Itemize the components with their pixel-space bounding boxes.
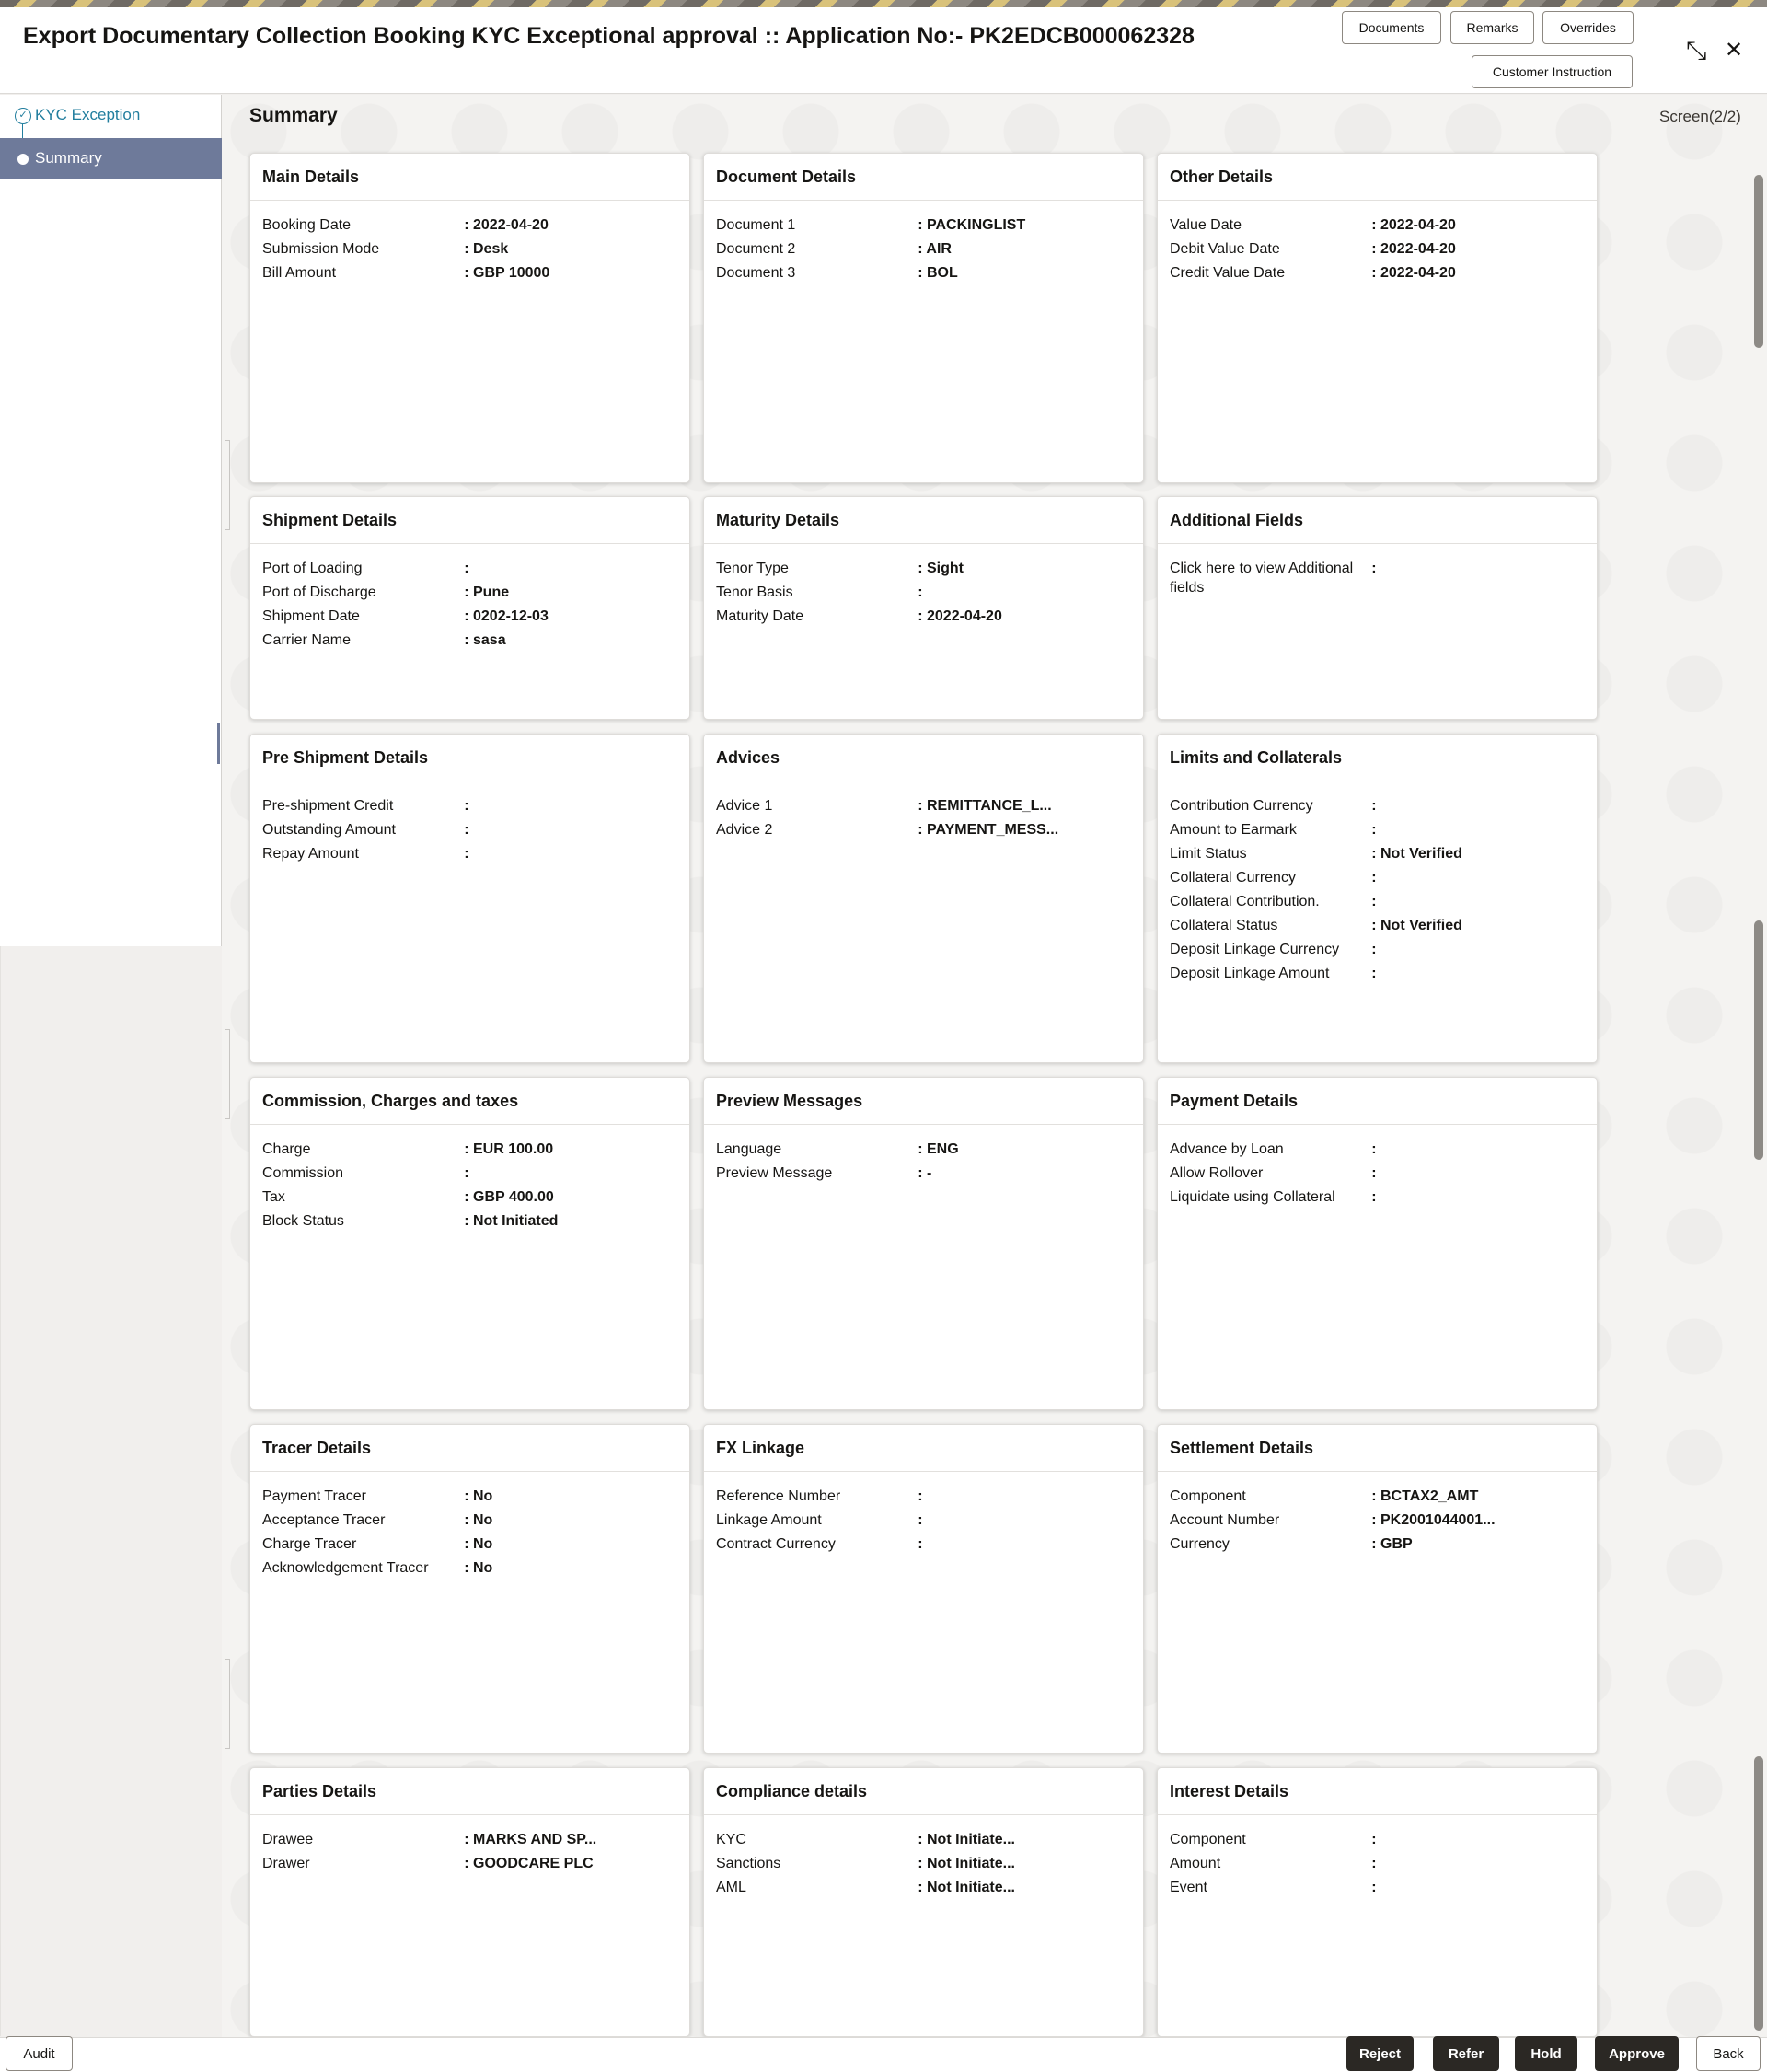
- field-label: Credit Value Date: [1170, 265, 1286, 281]
- detail-row: [1170, 818, 1585, 842]
- close-icon[interactable]: ✕: [1725, 38, 1744, 63]
- field-label: Commission: [262, 1165, 344, 1181]
- field-value: : BCTAX2_AMT: [1371, 1488, 1479, 1504]
- field-value: : 2022-04-20: [1371, 241, 1456, 257]
- field-label: Account Number: [1170, 1512, 1280, 1528]
- detail-row: [262, 237, 677, 261]
- sidebar-item-label: Summary: [35, 149, 102, 167]
- detail-row: [262, 1509, 677, 1533]
- scrollbar-thumb[interactable]: [1754, 920, 1763, 1160]
- field-value: : 2022-04-20: [1371, 217, 1456, 233]
- panel-edge: [225, 1029, 230, 1119]
- field-label: Liquidate using Collateral: [1170, 1189, 1335, 1205]
- field-value: : 2022-04-20: [1371, 265, 1456, 281]
- detail-row: [716, 214, 1131, 237]
- field-label: Booking Date: [262, 217, 352, 233]
- field-value: : GBP 400.00: [464, 1189, 554, 1205]
- remarks-button[interactable]: Remarks: [1450, 11, 1534, 44]
- field-value: : No: [464, 1536, 493, 1552]
- field-value: :: [464, 846, 469, 862]
- card-title: Limits and Collaterals: [1158, 735, 1597, 781]
- field-value: :: [1371, 561, 1377, 576]
- detail-row: [716, 818, 1131, 842]
- detail-row: [716, 1162, 1131, 1186]
- field-value: : MARKS AND SP...: [464, 1832, 597, 1847]
- detail-row: [262, 1852, 677, 1876]
- detail-row: [1170, 1162, 1585, 1186]
- field-label: Amount: [1170, 1856, 1221, 1871]
- card-body: [704, 544, 1143, 629]
- detail-row: [1170, 842, 1585, 866]
- card-body: [704, 1815, 1143, 1900]
- field-value: :: [1371, 1165, 1377, 1181]
- field-label: Deposit Linkage Amount: [1170, 966, 1330, 981]
- field-label: Sanctions: [716, 1856, 781, 1871]
- detail-row: [716, 1828, 1131, 1852]
- card-title: Advices: [704, 735, 1143, 781]
- card-body: [250, 1815, 689, 1876]
- detail-row: [1170, 1138, 1585, 1162]
- field-label: Component: [1170, 1488, 1246, 1504]
- hold-button[interactable]: Hold: [1515, 2036, 1577, 2071]
- field-label: Click here to view Additional fields: [1170, 561, 1354, 596]
- field-value: : Not Verified: [1371, 918, 1462, 933]
- card-title: Document Details: [704, 154, 1143, 201]
- field-value: :: [1371, 798, 1377, 814]
- card-title: Preview Messages: [704, 1078, 1143, 1125]
- card-compliance-details[interactable]: [703, 1767, 1144, 2037]
- detail-row: [1170, 237, 1585, 261]
- field-label: Charge: [262, 1141, 311, 1157]
- field-value: : Desk: [464, 241, 509, 257]
- detail-row: [262, 605, 677, 629]
- field-label: Contract Currency: [716, 1536, 836, 1552]
- field-label: Submission Mode: [262, 241, 380, 257]
- field-label: Advance by Loan: [1170, 1141, 1284, 1157]
- card-payment-details[interactable]: [1157, 1077, 1598, 1410]
- field-label: Outstanding Amount: [262, 822, 396, 838]
- field-label: Acknowledgement Tracer: [262, 1560, 429, 1576]
- detail-row: [1170, 557, 1585, 597]
- field-label: Document 2: [716, 241, 796, 257]
- detail-row: [716, 1138, 1131, 1162]
- field-label: Contribution Currency: [1170, 798, 1313, 814]
- field-label: Tenor Basis: [716, 585, 793, 600]
- detail-row: [1170, 1876, 1585, 1900]
- field-value: :: [1371, 966, 1377, 981]
- field-label: Reference Number: [716, 1488, 841, 1504]
- field-label: Document 3: [716, 265, 796, 281]
- screen-indicator: Screen(2/2): [1659, 108, 1741, 125]
- detail-row: [262, 1186, 677, 1210]
- detail-row: [262, 1485, 677, 1509]
- field-value: :: [1371, 1856, 1377, 1871]
- detail-row: [1170, 1828, 1585, 1852]
- field-label: Drawer: [262, 1856, 310, 1871]
- field-label: Shipment Date: [262, 608, 360, 624]
- check-circle-icon: ✓: [15, 108, 31, 124]
- field-label: Collateral Currency: [1170, 870, 1296, 886]
- field-label: Acceptance Tracer: [262, 1512, 386, 1528]
- refer-button[interactable]: Refer: [1433, 2036, 1499, 2071]
- field-value: :: [1371, 1189, 1377, 1205]
- field-value: : Sight: [918, 561, 964, 576]
- field-label: Advice 2: [716, 822, 773, 838]
- field-value: :: [1371, 1832, 1377, 1847]
- field-value: :: [464, 561, 469, 576]
- field-value: : REMITTANCE_L...: [918, 798, 1052, 814]
- field-label: Debit Value Date: [1170, 241, 1280, 257]
- field-value: :: [918, 585, 923, 600]
- card-shipment-details[interactable]: [249, 496, 690, 720]
- back-button[interactable]: Back: [1696, 2036, 1761, 2071]
- sidebar-item-summary[interactable]: [0, 138, 222, 179]
- card-title: Settlement Details: [1158, 1425, 1597, 1472]
- detail-row: [716, 1533, 1131, 1557]
- field-value: : sasa: [464, 632, 506, 648]
- detail-row: [1170, 914, 1585, 938]
- field-value: : No: [464, 1560, 493, 1576]
- field-value: : PK2001044001...: [1371, 1512, 1496, 1528]
- detail-row: [262, 1210, 677, 1233]
- sidebar: [0, 95, 222, 946]
- detail-row: [716, 1509, 1131, 1533]
- field-label: Repay Amount: [262, 846, 359, 862]
- field-label: Charge Tracer: [262, 1536, 357, 1552]
- field-label: Tax: [262, 1189, 285, 1205]
- card-body: [1158, 1815, 1597, 1900]
- card-title: Main Details: [250, 154, 689, 201]
- detail-row: [1170, 1852, 1585, 1876]
- field-label: KYC: [716, 1832, 746, 1847]
- detail-row: [716, 1876, 1131, 1900]
- card-title: Parties Details: [250, 1768, 689, 1815]
- customer-instruction-button[interactable]: Customer Instruction: [1472, 55, 1633, 88]
- detail-row: [262, 818, 677, 842]
- field-label: Document 1: [716, 217, 796, 233]
- active-step-dot-icon: [17, 154, 29, 165]
- card-additional-fields[interactable]: [1157, 496, 1598, 720]
- card-title: Pre Shipment Details: [250, 735, 689, 781]
- card-title: Tracer Details: [250, 1425, 689, 1472]
- footer-bar: [0, 2037, 1767, 2072]
- overrides-button[interactable]: Overrides: [1542, 11, 1634, 44]
- card-body: [1158, 544, 1597, 597]
- field-value: : EUR 100.00: [464, 1141, 554, 1157]
- detail-row: [1170, 261, 1585, 285]
- field-value: :: [1371, 870, 1377, 886]
- card-pre-shipment-details[interactable]: [249, 734, 690, 1063]
- field-value: :: [1371, 942, 1377, 957]
- field-value: : Not Initiate...: [918, 1832, 1015, 1847]
- sidebar-splitter-handle[interactable]: [217, 723, 220, 764]
- detail-row: [262, 794, 677, 818]
- field-label: Carrier Name: [262, 632, 352, 648]
- card-title: Interest Details: [1158, 1768, 1597, 1815]
- field-label: Component: [1170, 1832, 1246, 1847]
- sidebar-item-label: KYC Exception: [35, 106, 141, 123]
- detail-row: [1170, 866, 1585, 890]
- detail-row: [262, 1138, 677, 1162]
- field-value: :: [918, 1512, 923, 1528]
- card-body: [704, 201, 1143, 285]
- top-decorative-strip: [0, 0, 1767, 7]
- card-title: Compliance details: [704, 1768, 1143, 1815]
- field-value: : -: [918, 1165, 932, 1181]
- card-title: Shipment Details: [250, 497, 689, 544]
- field-label: Payment Tracer: [262, 1488, 366, 1504]
- card-title: Other Details: [1158, 154, 1597, 201]
- detail-row: [262, 1533, 677, 1557]
- detail-row: [716, 1852, 1131, 1876]
- detail-row: [1170, 1509, 1585, 1533]
- card-title: Maturity Details: [704, 497, 1143, 544]
- field-value: : ENG: [918, 1141, 959, 1157]
- field-value: :: [1371, 822, 1377, 838]
- card-body: [250, 781, 689, 866]
- detail-row: [262, 1557, 677, 1580]
- detail-row: [1170, 1485, 1585, 1509]
- detail-row: [716, 261, 1131, 285]
- card-body: [1158, 781, 1597, 986]
- field-label: Block Status: [262, 1213, 344, 1229]
- field-label: Linkage Amount: [716, 1512, 822, 1528]
- detail-row: [716, 605, 1131, 629]
- card-body: [704, 781, 1143, 842]
- card-tracer-details[interactable]: [249, 1424, 690, 1754]
- card-parties-details[interactable]: [249, 1767, 690, 2037]
- field-value: : 0202-12-03: [464, 608, 549, 624]
- field-label: Tenor Type: [716, 561, 789, 576]
- field-label: Value Date: [1170, 217, 1242, 233]
- detail-row: [1170, 794, 1585, 818]
- detail-row: [262, 629, 677, 653]
- detail-row: [262, 581, 677, 605]
- field-label: Collateral Contribution.: [1170, 894, 1320, 909]
- card-fx-linkage[interactable]: [703, 1424, 1144, 1754]
- field-value: : PACKINGLIST: [918, 217, 1026, 233]
- card-settlement-details[interactable]: [1157, 1424, 1598, 1754]
- field-value: : GBP: [1371, 1536, 1413, 1552]
- panel-edge: [225, 1659, 230, 1749]
- detail-row: [1170, 890, 1585, 914]
- audit-button[interactable]: Audit: [6, 2036, 73, 2071]
- field-value: :: [918, 1536, 923, 1552]
- detail-row: [716, 794, 1131, 818]
- card-main-details[interactable]: [249, 153, 690, 483]
- field-label: Pre-shipment Credit: [262, 798, 394, 814]
- field-label: Bill Amount: [262, 265, 337, 281]
- field-value: : Not Initiated: [464, 1213, 559, 1229]
- card-maturity-details[interactable]: [703, 496, 1144, 720]
- detail-row: [262, 214, 677, 237]
- field-value: : Not Initiate...: [918, 1880, 1015, 1895]
- field-value: : 2022-04-20: [464, 217, 549, 233]
- detail-row: [1170, 938, 1585, 962]
- sidebar-edge: [0, 946, 1, 2036]
- card-body: [1158, 1125, 1597, 1210]
- field-value: :: [918, 1488, 923, 1504]
- field-value: : No: [464, 1512, 493, 1528]
- card-interest-details[interactable]: [1157, 1767, 1598, 2037]
- field-label: Maturity Date: [716, 608, 804, 624]
- field-value: : Not Initiate...: [918, 1856, 1015, 1871]
- card-body: [250, 1125, 689, 1233]
- detail-row: [1170, 214, 1585, 237]
- field-value: :: [1371, 1880, 1377, 1895]
- field-value: : BOL: [918, 265, 958, 281]
- detail-row: [1170, 962, 1585, 986]
- card-body: [250, 1472, 689, 1580]
- field-value: : AIR: [918, 241, 952, 257]
- field-label: Language: [716, 1141, 782, 1157]
- field-value: : 2022-04-20: [918, 608, 1002, 624]
- field-label: Amount to Earmark: [1170, 822, 1297, 838]
- card-body: [1158, 1472, 1597, 1557]
- card-body: [250, 201, 689, 285]
- field-label: Event: [1170, 1880, 1207, 1895]
- field-value: : No: [464, 1488, 493, 1504]
- card-title: Commission, Charges and taxes: [250, 1078, 689, 1125]
- field-label: Collateral Status: [1170, 918, 1278, 933]
- reject-button[interactable]: Reject: [1346, 2036, 1414, 2071]
- approve-button[interactable]: Approve: [1595, 2036, 1679, 2071]
- detail-row: [716, 581, 1131, 605]
- card-preview-messages[interactable]: [703, 1077, 1144, 1410]
- field-label: Limit Status: [1170, 846, 1247, 862]
- detail-row: [1170, 1533, 1585, 1557]
- sidebar-item-kyc-exception[interactable]: [0, 95, 222, 135]
- detail-row: [262, 261, 677, 285]
- card-limits-and-collaterals[interactable]: [1157, 734, 1598, 1063]
- card-commission-charges-taxes[interactable]: [249, 1077, 690, 1410]
- card-other-details[interactable]: [1157, 153, 1598, 483]
- detail-row: [716, 557, 1131, 581]
- card-document-details[interactable]: [703, 153, 1144, 483]
- field-label: Deposit Linkage Currency: [1170, 942, 1340, 957]
- field-value: : GBP 10000: [464, 265, 550, 281]
- field-label: Drawee: [262, 1832, 314, 1847]
- detail-row: [262, 842, 677, 866]
- field-label: Advice 1: [716, 798, 773, 814]
- documents-button[interactable]: Documents: [1342, 11, 1441, 44]
- card-title: Payment Details: [1158, 1078, 1597, 1125]
- detail-row: [716, 1485, 1131, 1509]
- card-body: [704, 1472, 1143, 1557]
- field-label: Preview Message: [716, 1165, 833, 1181]
- detail-row: [262, 1828, 677, 1852]
- scrollbar-thumb[interactable]: [1754, 1756, 1763, 2031]
- card-title: Additional Fields: [1158, 497, 1597, 544]
- field-value: :: [464, 822, 469, 838]
- field-value: :: [464, 798, 469, 814]
- minimize-icon[interactable]: ⤡: [1686, 36, 1707, 64]
- section-title: Summary: [249, 105, 338, 126]
- field-label: Allow Rollover: [1170, 1165, 1264, 1181]
- field-value: :: [464, 1165, 469, 1181]
- card-advices[interactable]: [703, 734, 1144, 1063]
- field-label: Currency: [1170, 1536, 1230, 1552]
- detail-row: [716, 237, 1131, 261]
- field-value: : GOODCARE PLC: [464, 1856, 594, 1871]
- field-value: :: [1371, 1141, 1377, 1157]
- card-body: [250, 544, 689, 653]
- detail-row: [262, 557, 677, 581]
- field-value: : Pune: [464, 585, 510, 600]
- card-title: FX Linkage: [704, 1425, 1143, 1472]
- detail-row: [262, 1162, 677, 1186]
- card-body: [704, 1125, 1143, 1186]
- field-value: :: [1371, 894, 1377, 909]
- page-title: Export Documentary Collection Booking KYC Exceptional approval :: Application No:- PK2EDCB000062328: [23, 23, 1195, 49]
- card-body: [1158, 201, 1597, 285]
- field-label: Port of Discharge: [262, 585, 376, 600]
- scrollbar-thumb[interactable]: [1754, 175, 1763, 348]
- field-value: : PAYMENT_MESS...: [918, 822, 1059, 838]
- panel-edge: [225, 440, 230, 530]
- field-label: AML: [716, 1880, 746, 1895]
- detail-row: [1170, 1186, 1585, 1210]
- field-value: : Not Verified: [1371, 846, 1462, 862]
- field-label: Port of Loading: [262, 561, 363, 576]
